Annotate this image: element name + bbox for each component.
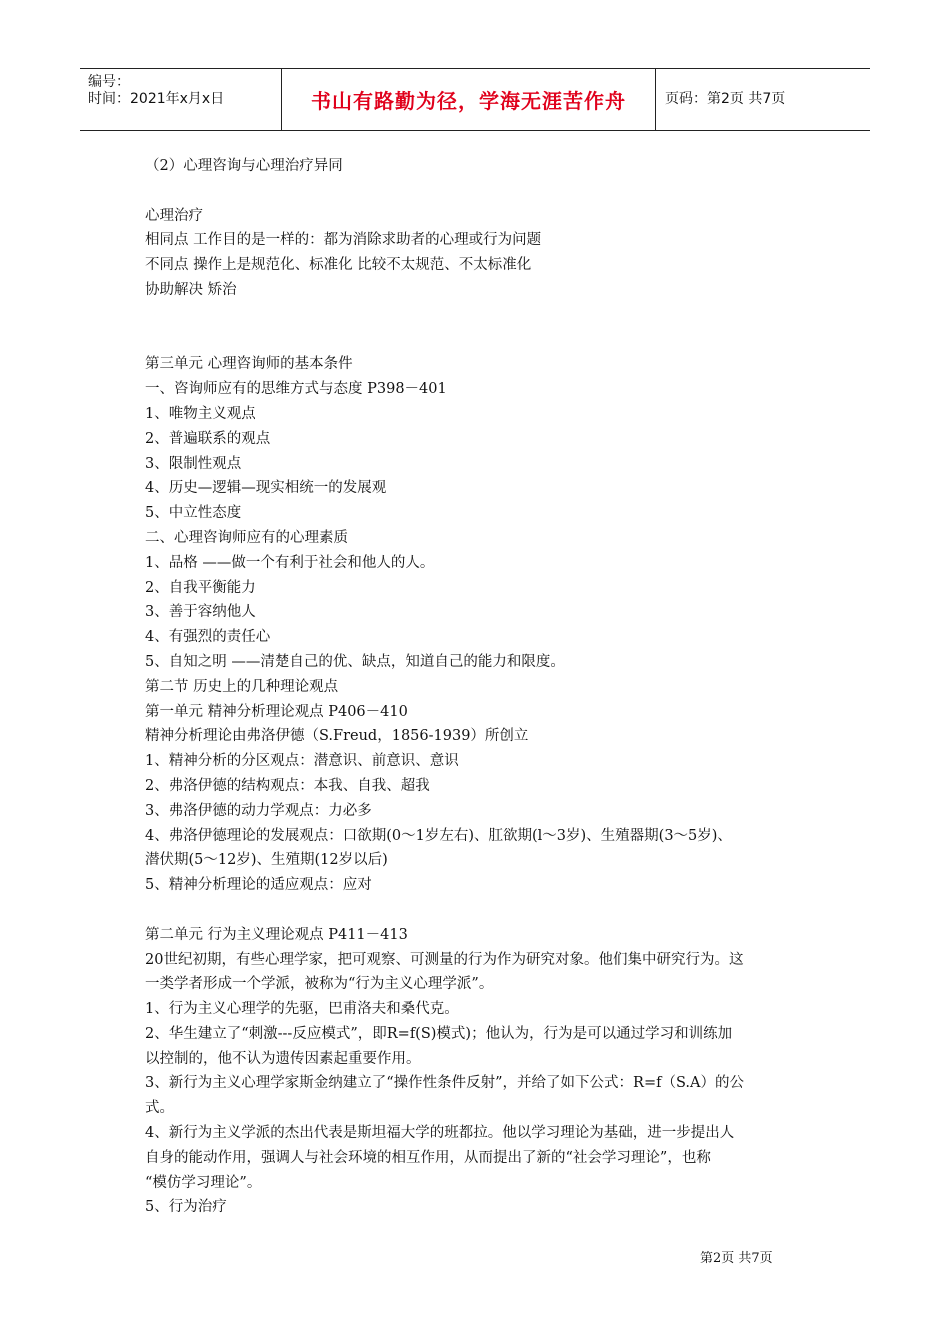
text-line: 精神分析理论由弗洛伊德（S.Freud，1856-1939）所创立 [145, 728, 529, 745]
text-line: 式。 [145, 1100, 174, 1117]
text-line: 3、新行为主义心理学家斯金纳建立了“操作性条件反射”，并给了如下公式：R=f（S.A）的公 [145, 1075, 744, 1092]
blank-line [145, 179, 815, 204]
text-line: 4、历史—逻辑—现实相统一的发展观 [145, 480, 387, 497]
text-line: 第二节 历史上的几种理论观点 [145, 678, 339, 695]
header-meta-cell [80, 69, 281, 130]
blank-line [145, 328, 815, 353]
text-line: 协助解决 矫治 [145, 281, 237, 298]
text-line: 4、弗洛伊德理论的发展观点：口欲期(0～1岁左右)、肛欲期(l～3岁)、生殖器期(3～5岁)、 [145, 827, 732, 844]
text-line: 3、限制性观点 [145, 455, 242, 472]
text-line: 一、咨询师应有的思维方式与态度 P398－401 [145, 381, 447, 398]
text-line: 1、唯物主义观点 [145, 405, 256, 422]
number-label: 编号： [88, 74, 130, 90]
text-line: 5、中立性态度 [145, 505, 242, 522]
text-line: 第二单元 行为主义理论观点 P411－413 [145, 926, 408, 943]
text-line: 5、精神分析理论的适应观点：应对 [145, 877, 372, 894]
page-header [80, 68, 870, 131]
text-line: 2、弗洛伊德的结构观点：本我、自我、超我 [145, 777, 430, 794]
text-line: 3、弗洛伊德的动力学观点：力必多 [145, 802, 372, 819]
header-motto-cell [281, 69, 656, 130]
text-line: 自身的能动作用，强调人与社会环境的相互作用，从而提出了新的“社会学习理论”，也称 [145, 1149, 711, 1166]
text-line: 4、新行为主义学派的杰出代表是斯坦福大学的班都拉。他以学习理论为基础，进一步提出人 [145, 1125, 735, 1142]
text-line: 相同点 工作目的是一样的：都为消除求助者的心理或行为问题 [145, 232, 542, 249]
motto: 书山有路勤为径，学海无涯苦作舟 [311, 89, 626, 113]
time-label: 时间：2021年x月x日 [88, 91, 225, 107]
text-line: 1、行为主义心理学的先驱，巴甫洛夫和桑代克。 [145, 1001, 459, 1018]
text-line: 以控制的，他不认为遗传因素起重要作用。 [145, 1050, 421, 1067]
header-page-label: 页码：第2页 共7页 [665, 91, 786, 107]
text-line: 1、品格 ——做一个有利于社会和他人的人。 [145, 554, 435, 571]
page-footer: 第2页 共7页 [700, 1251, 773, 1266]
text-line: 一类学者形成一个学派，被称为“行为主义心理学派”。 [145, 976, 494, 993]
text-line: 5、自知之明 ——清楚自己的优、缺点，知道自己的能力和限度。 [145, 653, 565, 670]
text-line: 潜伏期(5～12岁)、生殖期(12岁以后) [145, 852, 388, 869]
text-line: 3、善于容纳他人 [145, 604, 256, 621]
text-line: 第一单元 精神分析理论观点 P406－410 [145, 703, 408, 720]
document-body [145, 154, 815, 1220]
text-line: 5、行为治疗 [145, 1199, 227, 1216]
text-line: 2、普遍联系的观点 [145, 430, 271, 447]
blank-line [145, 303, 815, 328]
text-line: （2）心理咨询与心理治疗异同 [145, 158, 343, 174]
text-line: 2、华生建立了“刺激---反应模式”，即R=f(S)模式)；他认为，行为是可以通过学习和训练加 [145, 1025, 733, 1042]
text-line: 二、心理咨询师应有的心理素质 [145, 529, 348, 546]
text-line: 心理治疗 [145, 207, 203, 224]
text-line: 不同点 操作上是规范化、标准化 比较不太规范、不太标准化 [145, 257, 532, 274]
text-line: 1、精神分析的分区观点：潜意识、前意识、意识 [145, 753, 459, 770]
text-line: 第三单元 心理咨询师的基本条件 [145, 356, 353, 373]
blank-line [145, 898, 815, 923]
text-line: “模仿学习理论”。 [145, 1174, 262, 1191]
text-line: 20世纪初期，有些心理学家，把可观察、可测量的行为作为研究对象。他们集中研究行为。这 [145, 951, 744, 968]
text-line: 2、自我平衡能力 [145, 579, 256, 596]
header-page-cell [655, 69, 870, 130]
text-line: 4、有强烈的责任心 [145, 629, 271, 646]
